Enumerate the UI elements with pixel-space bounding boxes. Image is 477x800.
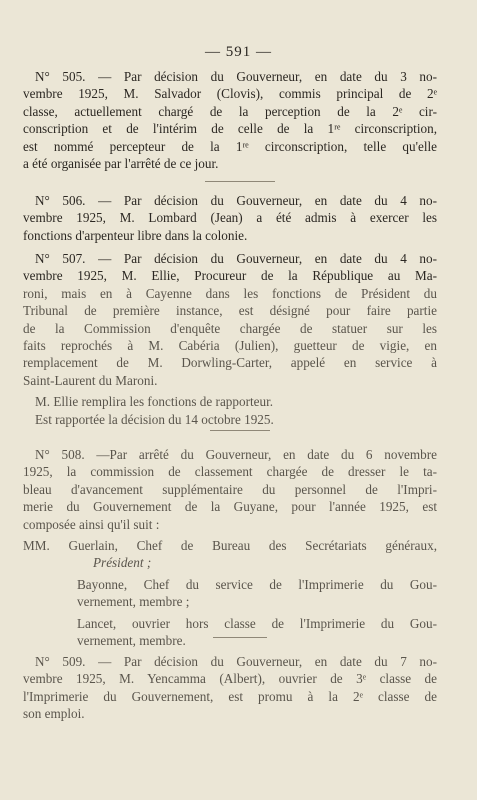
text-line: remplacement de M. Dorwling-Carter, appelé en service à (23, 355, 437, 371)
text-line: vembre 1925, M. Ellie, Procureur de la République au Ma- (23, 268, 437, 284)
text-line: composée ainsi qu'il suit : (23, 516, 160, 532)
text-line: N° 508. —Par arrêté du Gouverneur, en date du 6 novembre (35, 447, 437, 462)
decision-506 (23, 192, 437, 244)
text-line: l'Imprimerie du Gouvernement, est promu à la 2ᵉ classe de (23, 688, 437, 704)
text-line: vembre 1925, M. Yencamma (Albert), ouvrier de 3ᵉ classe de (23, 671, 437, 687)
text-line: vembre 1925, M. Salvador (Clovis), commis principal de 2ᵉ (23, 86, 437, 102)
member-line: Président ; (93, 555, 152, 571)
text-line: Tribunal de première instance, est désigné pour faire partie (23, 303, 437, 319)
text-line: merie du Gouvernement de la Guyane, pour l'année 1925, est (23, 499, 437, 515)
separator-rule (213, 637, 267, 638)
text-line: classe, actuellement chargé de la perception de la 2ᵉ cir- (23, 103, 437, 119)
text-line: a été organisée par l'arrêté de ce jour. (23, 156, 219, 172)
text-line: son emploi. (23, 706, 85, 722)
text-line: faits reprochés à M. Cabéria (Julien), guetteur de vigie, en (23, 338, 437, 354)
text-line: Est rapportée la décision du 14 octobre 1925. (35, 411, 274, 427)
page-number: — 591 — (205, 44, 272, 60)
member-line: Lancet, ouvrier hors classe de l'Imprimerie du Gou- (77, 615, 437, 631)
decision-505 (23, 68, 437, 172)
member-line: vernement, membre ; (77, 594, 190, 610)
text-line: 1925, la commission de classement chargée de dresser le ta- (23, 464, 437, 480)
text-line: vembre 1925, M. Lombard (Jean) a été admis à exercer les (23, 210, 437, 226)
text-line: roni, mais en à Cayenne dans les fonctions de Président du (23, 285, 437, 301)
text-line: N° 505. — Par décision du Gouverneur, en date du 3 no- (35, 69, 437, 84)
separator-rule (210, 430, 270, 431)
member-line: Bayonne, Chef du service de l'Imprimerie du Gou- (77, 576, 437, 592)
text-line: Saint-Laurent du Maroni. (23, 372, 158, 388)
member-line: vernement, membre. (77, 633, 186, 649)
decision-508 (23, 446, 437, 649)
text-line: bleau d'avancement supplémentaire du personnel de l'Impri- (23, 481, 437, 497)
text-line: M. Ellie remplira les fonctions de rapporteur. (35, 394, 274, 410)
decision-507 (23, 250, 437, 428)
decision-509 (23, 653, 437, 723)
separator-rule (205, 181, 275, 182)
member-line: MM. Guerlain, Chef de Bureau des Secrétariats généraux, (23, 538, 437, 554)
text-line: N° 509. — Par décision du Gouverneur, en date du 7 no- (35, 654, 437, 669)
text-line: conscription et de l'intérim de celle de la 1ʳᵉ circonscription, (23, 121, 437, 137)
text-line: est nommé percepteur de la 1ʳᵉ circonscription, telle qu'elle (23, 138, 437, 154)
text-line: N° 507. — Par décision du Gouverneur, en date du 4 no- (35, 251, 437, 266)
text-line: de la Commission d'enquête chargée de statuer sur les (23, 320, 437, 336)
text-line: fonctions d'arpenteur libre dans la colonie. (23, 227, 248, 243)
text-line: N° 506. — Par décision du Gouverneur, en date du 4 no- (35, 193, 437, 208)
